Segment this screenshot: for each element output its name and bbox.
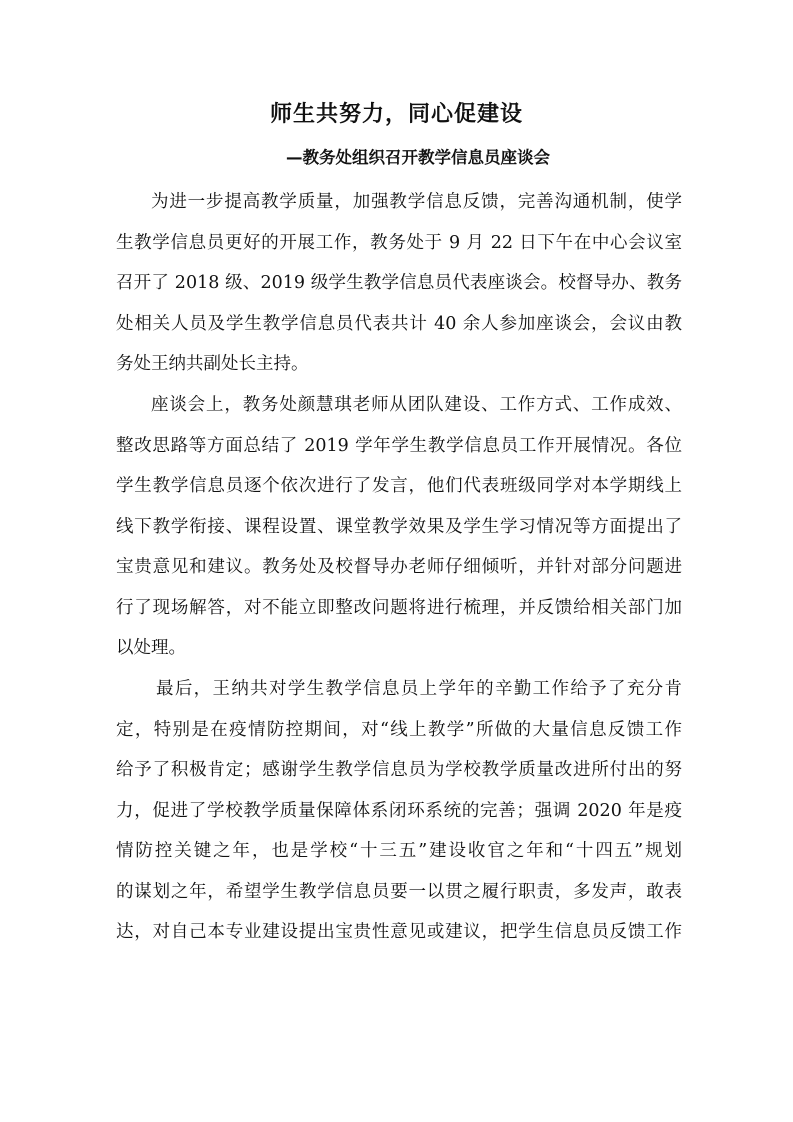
paragraph-1: [116, 182, 682, 385]
paragraph-line: 宝贵意见和建议。教务处及校督导办老师仔细倾听，并针对部分问题进: [116, 557, 682, 577]
paragraph-line: 为进一步提高教学质量，加强教学信息反馈，完善沟通机制，使学: [151, 192, 682, 212]
paragraph-line: 行了现场解答，对不能立即整改问题将进行梳理，并反馈给相关部门加: [116, 597, 682, 618]
paragraph-line: 给予了积极肯定；感谢学生教学信息员为学校教学质量改进所付出的努: [116, 760, 682, 780]
paragraph-line: 达，对自己本专业建设提出宝贵性意见或建议，把学生信息员反馈工作: [116, 922, 682, 942]
document-subtitle: —教务处组织召开教学信息员座谈会: [286, 148, 550, 167]
paragraph-line: 的谋划之年，希望学生教学信息员要一以贯之履行职责，多发声，敢表: [116, 881, 682, 902]
paragraph-line: 力，促进了学校教学质量保障体系闭环系统的完善；强调 2020 年是疫: [116, 800, 682, 821]
paragraph-line: 召开了 2018 级、2019 级学生教学信息员代表座谈会。校督导办、教务: [116, 273, 682, 293]
paragraph-line: 最后，王纳共对学生教学信息员上学年的辛勤工作给予了充分肯: [156, 679, 682, 699]
paragraph-line: 整改思路等方面总结了 2019 学年学生教学信息员工作开展情况。各位: [116, 435, 682, 456]
paragraph-line: 以处理。: [116, 638, 186, 658]
paragraph-line: 情防控关键之年，也是学校“十三五”建设收官之年和“十四五”规划: [116, 841, 682, 861]
paragraph-line: 处相关人员及学生教学信息员代表共计 40 余人参加座谈会，会议由教: [116, 313, 682, 334]
paragraph-line: 座谈会上，教务处颜慧琪老师从团队建设、工作方式、工作成效、: [151, 395, 682, 415]
document-title: 师生共努力，同心促建设: [269, 102, 523, 127]
paragraph-line: 定，特别是在疫情防控期间，对“线上教学”所做的大量信息反馈工作: [116, 719, 682, 740]
paragraph-line: 生教学信息员更好的开展工作，教务处于 9 月 22 日下午在中心会议室: [116, 232, 682, 253]
paragraph-line: 线下教学衔接、课程设置、课堂教学效果及学生学习情况等方面提出了: [116, 516, 682, 537]
paragraph-3: [116, 669, 682, 953]
paragraph-line: 学生教学信息员逐个依次进行了发言，他们代表班级同学对本学期线上: [116, 476, 682, 496]
paragraph-2: [116, 385, 682, 669]
paragraph-line: 务处王纳共副处长主持。: [116, 354, 309, 374]
